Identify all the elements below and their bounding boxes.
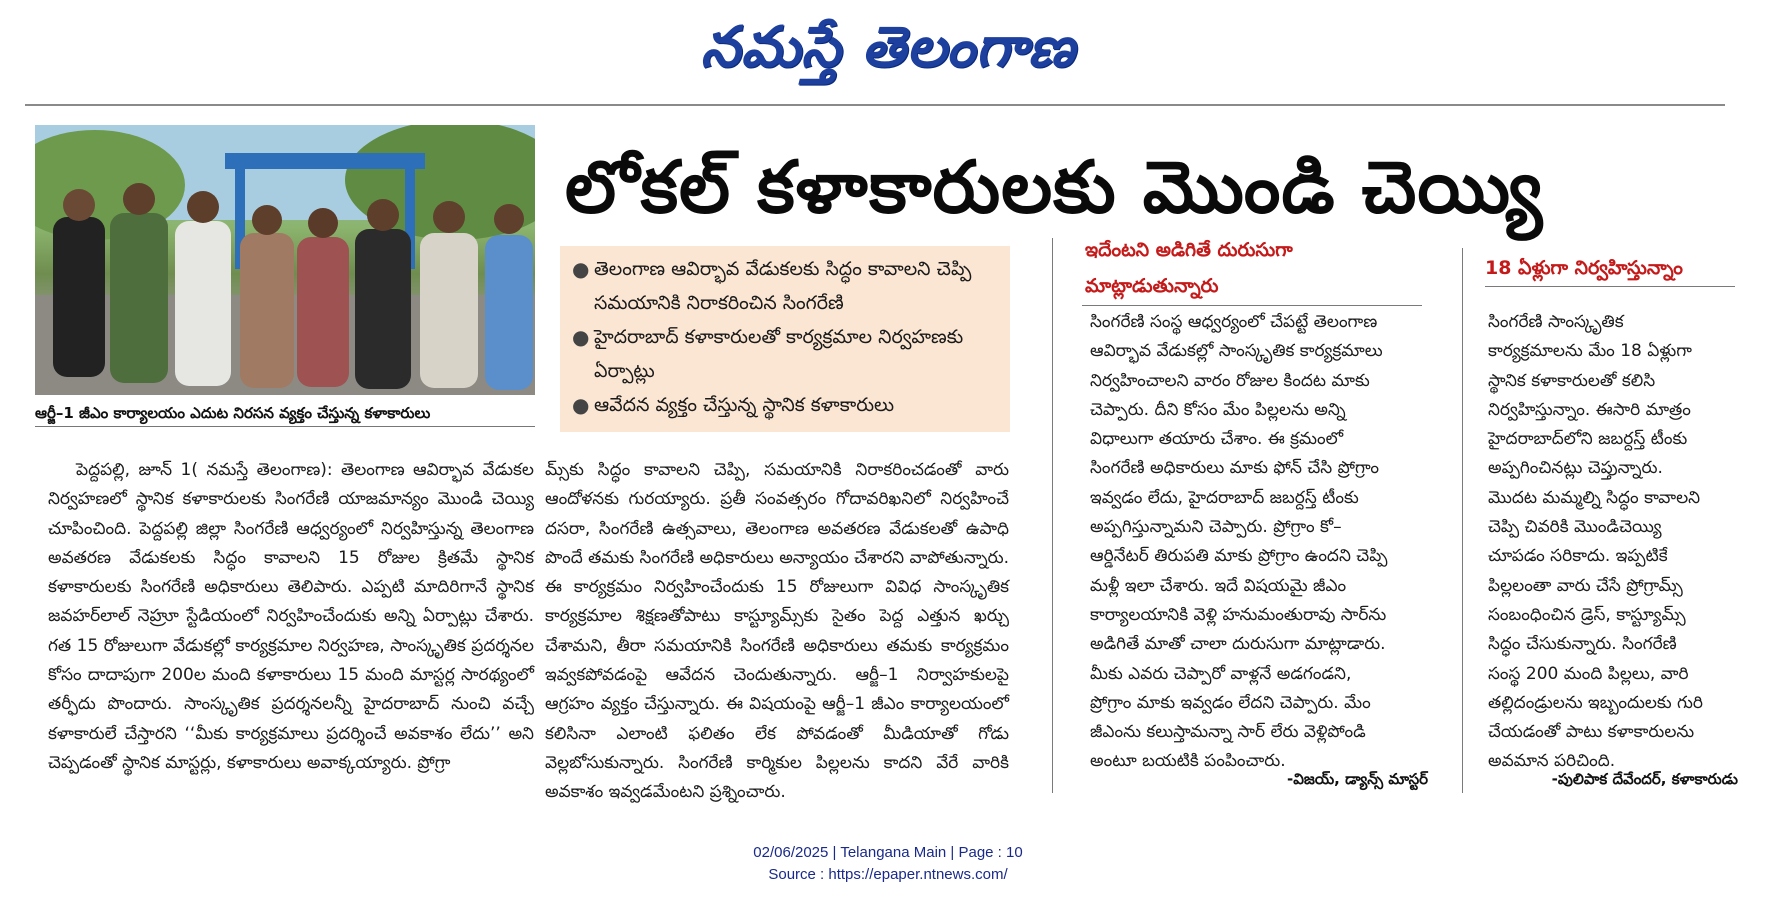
sidebar-title: 18 ఏళ్లుగా నిర్వహిస్తున్నాం <box>1485 257 1683 279</box>
photo-illustration <box>35 125 535 395</box>
article-paragraph: మ్స్‌కు సిద్ధం కావాలని చెప్పి, సమయానికి నిరాకరించడంతో వారు ఆందోళనకు గురయ్యారు. ప్రతీ సంవత్సరం గోదావరిఖనిలో నిర్వహించే దసరా, సింగరేణి ఉత్సవాలు, తెలంగాణ అవతరణ వేడుకలతో ఉపాధి పొందే తమకు సింగరేణి అధికారులు అన్యాయం చేశారని వాపోతున్నారు. ఈ కార్యక్రమం నిర్వహించేందుకు 15 రోజులుగా వివిధ సాంస్కృతిక కార్యక్రమాల శిక్షణతోపాటు కాస్ట్యూమ్స్‌కు సైతం పెద్ద ఎత్తున ఖర్చు చేశామని, తీరా సమయానికి సింగరేణి అధికారులు తమకు కార్యక్రమం ఇవ్వకపోవడంపై ఆవేదన చెందుతున్నారు. ఆర్జీ–1 నిర్వాహకులపై ఆగ్రహం వ్యక్తం చేస్తున్నారు. ఈ విషయంపై ఆర్జీ–1 జీఎం కార్యాలయంలో కలిసినా ఎలాంటి ఫలితం లేక పోవడంతో మీడియాతో గోడు వెల్లబోసుకున్నారు. సింగరేణి కార్మికుల పిల్లలను కాదని వేరే వారికి అవకాశం ఇవ్వడమేంటని ప్రశ్నించారు. <box>545 460 1009 803</box>
bullet-icon: ● <box>572 325 590 349</box>
sidebar-quote: సింగరేణి సాంస్కృతిక కార్యక్రమాలను మేం 18 ఏళ్లుగా స్థానిక కళాకారులతో కలిసి నిర్వహిస్తున్నాం. ఈసారి మాత్రం హైదరాబాద్‌లోని జబర్దస్త్ టీంకు అప్పగించినట్లు చెప్తున్నారు. మొదట మమ్మల్ని సిద్ధం కావాలని చెప్పి చివరికి మొండిచెయ్యి చూపడం సరికాదు. ఇప్పటికే పిల్లలంతా వారు చేసే ప్రోగ్రామ్స్ సంబంధించిన డ్రెస్, కాస్ట్యూమ్స్ సిద్ధం చేసుకున్నారు. సింగరేణి సంస్థ 200 మంది పిల్లలు, వారి తల్లిదండ్రులను ఇబ్బందులకు గురి చేయడంతో పాటు కళాకారులను అవమాన పరిచింది. <box>1488 312 1703 772</box>
masthead-divider <box>25 104 1725 106</box>
bullet-icon: ● <box>572 393 590 417</box>
article-column-2 <box>545 456 1009 808</box>
footer-edition-info: 02/06/2025 | Telangana Main | Page : 10 <box>753 844 1023 861</box>
newspaper-logo: నమస్తే తెలంగాణ <box>700 15 1076 80</box>
page-footer <box>0 842 1776 886</box>
bullet-icon: ● <box>572 257 590 281</box>
masthead <box>0 8 1776 98</box>
highlight-item: ● ఆవేదన వ్యక్తం చేస్తున్న స్థానిక కళాకారులు <box>572 388 1002 422</box>
sidebar-signature: -విజయ్, డ్యాన్స్ మాస్టర్ <box>1287 770 1428 788</box>
sidebar-title: ఇదేంటని అడిగితే దురుసుగా మాట్లాడుతున్నారు <box>1085 239 1293 297</box>
highlights-box <box>560 246 1010 432</box>
headline: లోకల్ కళాకారులకు మొండి చెయ్యి <box>565 145 1544 229</box>
highlight-item: ● తెలంగాణ ఆవిర్భావ వేడుకలకు సిద్ధం కావాలని చెప్పి సమయానికి నిరాకరించిన సింగరేణి <box>572 252 1002 320</box>
news-photo <box>35 125 535 395</box>
sidebar-divider <box>1082 305 1422 306</box>
sidebar-quote: సింగరేణి సంస్థ ఆధ్వర్యంలో చేపట్టే తెలంగాణ ఆవిర్భావ వేడుకల్లో సాంస్కృతిక కార్యక్రమాలు నిర్వహించాలని వారం రోజుల కిందట మాకు చెప్పారు. దీని కోసం మేం పిల్లలను అన్ని విధాలుగా తయారు చేశాం. ఈ క్రమంలో సింగరేణి అధికారులు మాకు ఫోన్ చేసి ప్రోగ్రాం ఇవ్వడం లేదు, హైదరాబాద్ జబర్దస్త్ టీంకు అప్పగిస్తున్నామని చెప్పారు. ప్రోగ్రాం కో– ఆర్డినేటర్ తిరుపతి మాకు ప్రోగ్రాం ఉందని చెప్పి మళ్లీ ఇలా చేశారు. ఇదే విషయమై జీఎం కార్యాలయానికి వెళ్లి హనుమంతురావు సార్‌ను అడిగితే మాతో చాలా దురుసుగా మాట్లాడారు. మీకు ఎవరు చెప్పారో వాళ్లనే అడగండని, ప్రోగ్రాం మాకు ఇవ్వడం లేదని చెప్పారు. మేం జీఎంను కలుస్తామన్నా సార్ లేరు వెళ్లిపోండి అంటూ బయటికి పంపించారు. <box>1090 312 1388 772</box>
sidebar-divider <box>1485 286 1735 287</box>
article-column-1 <box>48 456 534 778</box>
highlight-item: ● హైదరాబాద్ కళాకారులతో కార్యక్రమాల నిర్వహణకు ఏర్పాట్లు <box>572 320 1002 388</box>
column-divider <box>1052 238 1053 793</box>
footer-source-link[interactable]: Source : https://epaper.ntnews.com/ <box>768 866 1008 883</box>
photo-caption: ఆర్జీ–1 జీఎం కార్యాలయం ఎదుట నిరసన వ్యక్తం చేస్తున్న కళాకారులు <box>35 400 535 427</box>
article-paragraph: పెద్దపల్లి, జూన్ 1( నమస్తే తెలంగాణ): తెలంగాణ ఆవిర్భావ వేడుకల నిర్వహణలో స్థానిక కళాకారులకు సింగరేణి యాజమాన్యం మొండి చెయ్యి చూపించింది. పెద్దపల్లి జిల్లా సింగరేణి ఆధ్వర్యంలో నిర్వహిస్తున్న తెలంగాణ అవతరణ వేడుకలకు సిద్ధం కావాలని 15 రోజుల క్రితమే స్థానిక కళాకారులకు సింగరేణి అధికారులు తెలిపారు. ఎప్పటి మాదిరిగానే స్థానిక జవహర్‌లాల్ నెహ్రూ స్టేడియంలో నిర్వహించేందుకు అన్ని ఏర్పాట్లు చేశారు. గత 15 రోజులుగా వేడుకల్లో కార్యక్రమాల నిర్వహణ, సాంస్కృతిక ప్రదర్శనల కోసం దాదాపుగా 200ల మంది కళాకారులు 15 మంది మాస్టర్ల సారథ్యంలో తర్ఫీదు పొందారు. సాంస్కృతిక ప్రదర్శనలన్నీ హైదరాబాద్ నుంచి వచ్చే కళాకారులే చేస్తారని ‘‘మీకు కార్యక్రమాలు ప్రదర్శించే అవకాశం లేదు’’ అని చెప్పడంతో స్థానిక మాస్టర్లు, కళాకారులు అవాక్కయ్యారు. ప్రోగ్రా <box>48 460 534 773</box>
column-divider <box>1462 248 1463 793</box>
sidebar-signature: -పులిపాక దేవేందర్, కళాకారుడు <box>1551 770 1738 788</box>
